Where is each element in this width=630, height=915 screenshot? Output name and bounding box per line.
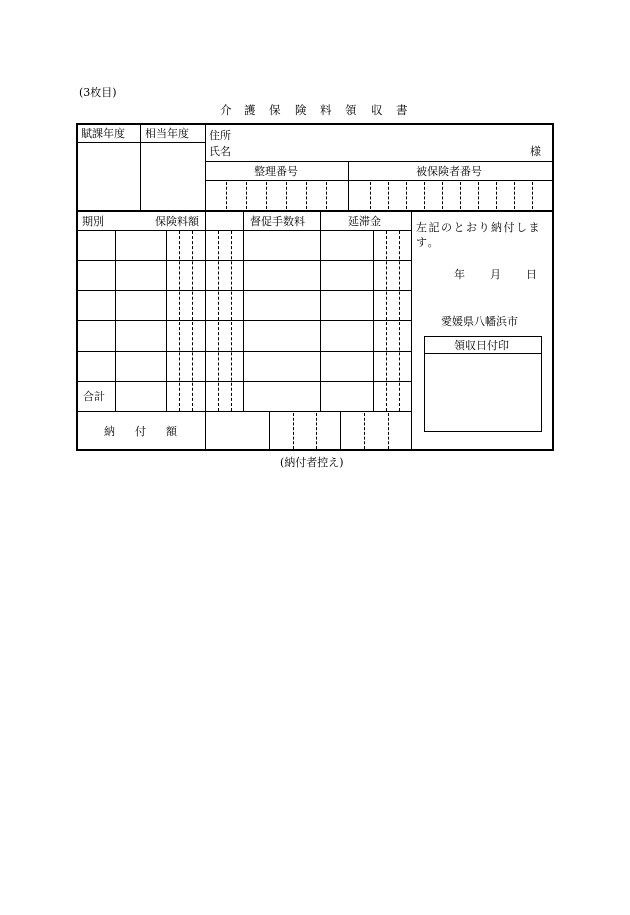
digit-divider [460,182,461,209]
digit-divider [306,182,307,209]
digit-divider [218,231,219,411]
target-year-label: 相当年度 [145,127,189,140]
divider [77,351,411,352]
digit-divider [326,182,327,209]
honorific-label: 様 [530,145,541,158]
title-char: 収 [371,103,383,117]
digit-divider [316,413,317,449]
title-char: 護 [244,103,256,117]
divider [77,142,205,143]
day-label: 日 [526,268,537,281]
digit-divider [442,182,443,209]
divider [340,412,341,450]
divider [373,230,374,411]
stamp-header [425,337,541,354]
footer-note: (納付者控え) [280,456,344,469]
divider [77,260,411,261]
payment-statement: 左記のとおり納付します。 [416,221,541,249]
year-label: 年 [454,268,465,281]
title-char: 料 [320,103,332,117]
divider [348,161,349,211]
copy-number: (3枚目) [79,86,117,99]
paid-amount-char: 額 [166,425,177,438]
premium-label: 保険料額 [155,215,199,228]
divider [140,124,141,211]
title-char: 領 [345,103,357,117]
title-char: 介 [220,103,232,117]
digit-divider [478,182,479,209]
title-char: 保 [269,103,281,117]
digit-divider [266,182,267,209]
digit-divider [399,231,400,411]
period-label: 期別 [82,215,104,228]
paid-amount-char: 納 [104,425,115,438]
divider [76,210,554,212]
digit-divider [231,231,232,411]
title-char: 書 [396,103,408,117]
paid-amount-char: 付 [135,425,146,438]
divider [205,180,552,181]
digit-divider [370,182,371,209]
address-label: 住所 [209,129,231,142]
digit-divider [386,231,387,411]
digit-divider [179,231,180,411]
name-label: 氏名 [209,145,231,158]
digit-divider [293,413,294,449]
divider [77,320,411,321]
digit-divider [388,413,389,449]
digit-divider [514,182,515,209]
fiscal-year-label: 賦課年度 [81,127,125,140]
digit-divider [246,182,247,209]
digit-divider [406,182,407,209]
digit-divider [532,182,533,209]
divider [77,290,411,291]
reminder-fee-label: 督促手数料 [250,215,305,228]
digit-divider [424,182,425,209]
form-border-left [76,123,78,451]
title-char: 険 [295,103,307,117]
divider [411,211,412,450]
divider [77,411,411,412]
receipt-stamp-box [424,336,542,432]
ref-number-label: 整理番号 [254,165,298,178]
divider [166,230,167,411]
digit-divider [496,182,497,209]
divider [205,124,206,450]
digit-divider [192,231,193,411]
form-border-right [552,123,554,451]
late-fee-label: 延滞金 [348,215,381,228]
divider [320,211,321,411]
divider [77,381,411,382]
digit-divider [226,182,227,209]
divider [269,412,270,450]
city-name: 愛媛県八幡浜市 [441,315,518,328]
digit-divider [388,182,389,209]
insured-number-label: 被保険者番号 [416,165,482,178]
month-label: 月 [490,268,501,281]
stamp-label: 領収日付印 [454,339,509,352]
divider [243,211,244,411]
form-border-bottom [76,449,554,451]
divider [205,161,552,162]
divider [77,230,411,231]
form-border-top [76,123,554,125]
digit-divider [286,182,287,209]
digit-divider [364,413,365,449]
total-label: 合計 [83,390,105,403]
divider [115,230,116,411]
